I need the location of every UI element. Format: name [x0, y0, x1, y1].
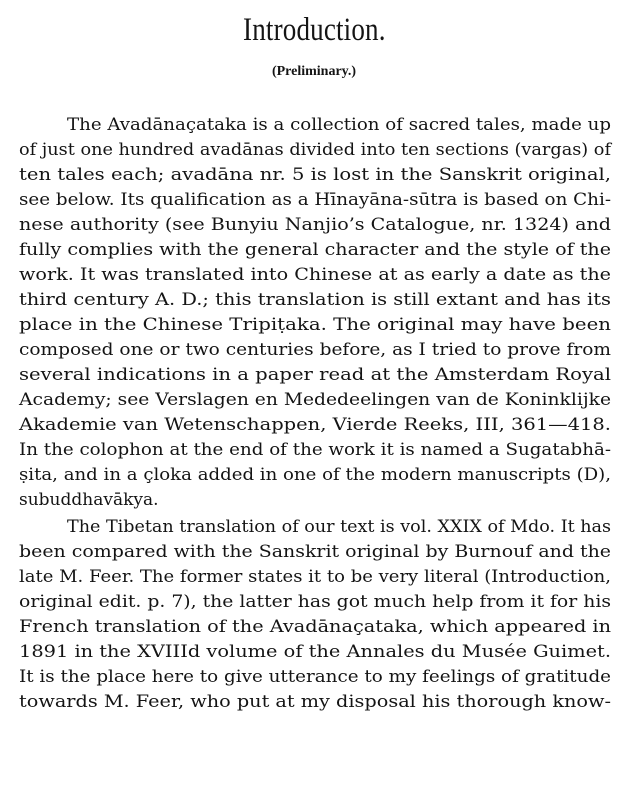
text-line: [19, 338, 611, 363]
paragraph-1: [19, 113, 611, 513]
paragraph-2: [19, 515, 611, 715]
text-line: [19, 163, 611, 188]
text-line-content: ten tales each; avadāna nr. 5 is lost in the Sanskrit original,: [19, 165, 612, 185]
text-line-content: French translation of the Avadānaçataka, which appeared in: [19, 617, 612, 637]
text-line-content: place in the Chinese Tripiṭaka. The original may have been: [19, 315, 611, 335]
text-line: [19, 288, 611, 313]
text-line: [19, 565, 611, 590]
text-line: [19, 263, 611, 288]
text-line: [19, 438, 611, 463]
text-line-content: Akademie van Wetenschappen, Vierde Reeks, III, 361—418.: [19, 415, 612, 435]
text-line-content: composed one or two centuries before, as I tried to prove from: [19, 340, 611, 360]
text-line-content: of just one hundred avadānas divided into ten sections (vargas) of: [19, 140, 612, 160]
text-line-content: It is the place here to give utterance to my feelings of gratitude: [19, 667, 612, 687]
text-line-content: Academy; see Verslagen en Mededeelingen van de Koninklijke: [19, 390, 612, 410]
text-line: [19, 515, 611, 540]
text-line-content: ṣita, and in a çloka added in one of the modern manuscripts (D),: [19, 465, 612, 485]
text-line: [19, 138, 611, 163]
text-line-content: subuddhavākya.: [19, 490, 159, 510]
text-line: [19, 388, 611, 413]
text-line: [19, 213, 611, 238]
text-line-content: 1891 in the XVIIId volume of the Annales du Musée Guimet.: [19, 642, 611, 662]
page-title: Introduction.: [243, 12, 386, 48]
text-line: [19, 238, 611, 263]
text-line-content: The Tibetan translation of our text is vol. XXIX of Mdo. It has: [67, 517, 612, 537]
text-line: [19, 188, 611, 213]
text-line-content: work. It was translated into Chinese at as early a date as the: [19, 265, 612, 285]
text-line-content: original edit. p. 7), the latter has got much help from it for his: [19, 592, 611, 612]
text-line: [19, 615, 611, 640]
text-line-content: third century A. D.; this translation is still extant and has its: [19, 290, 611, 310]
text-line-content: late M. Feer. The former states it to be very literal (Introduction,: [19, 567, 612, 587]
text-line-content: towards M. Feer, who put at my disposal his thorough know-: [19, 692, 611, 712]
text-line: [19, 640, 611, 665]
text-line: [19, 590, 611, 615]
text-line-content: been compared with the Sanskrit original by Burnouf and the: [19, 542, 612, 562]
page-subtitle: (Preliminary.): [271, 64, 357, 79]
text-line-content: several indications in a paper read at the Amsterdam Royal: [19, 365, 611, 385]
text-line: [19, 313, 611, 338]
text-line: [19, 665, 611, 690]
text-line-content: nese authority (see Bunyiu Nanjio’s Catalogue, nr. 1324) and: [19, 215, 612, 235]
text-line: [19, 413, 611, 438]
text-line: [19, 463, 611, 488]
text-line-content: The Avadānaçataka is a collection of sacred tales, made up: [67, 115, 612, 135]
text-line: [19, 690, 611, 715]
text-line: [19, 540, 611, 565]
text-line-content: see below. Its qualification as a Hīnayāna-sūtra is based on Chi-: [19, 190, 612, 210]
text-line: [19, 113, 611, 138]
text-line: [19, 488, 611, 513]
text-line-content: fully complies with the general character and the style of the: [19, 240, 612, 260]
text-line: [19, 363, 611, 388]
text-line-content: In the colophon at the end of the work it is named a Sugatabhā-: [19, 440, 612, 460]
